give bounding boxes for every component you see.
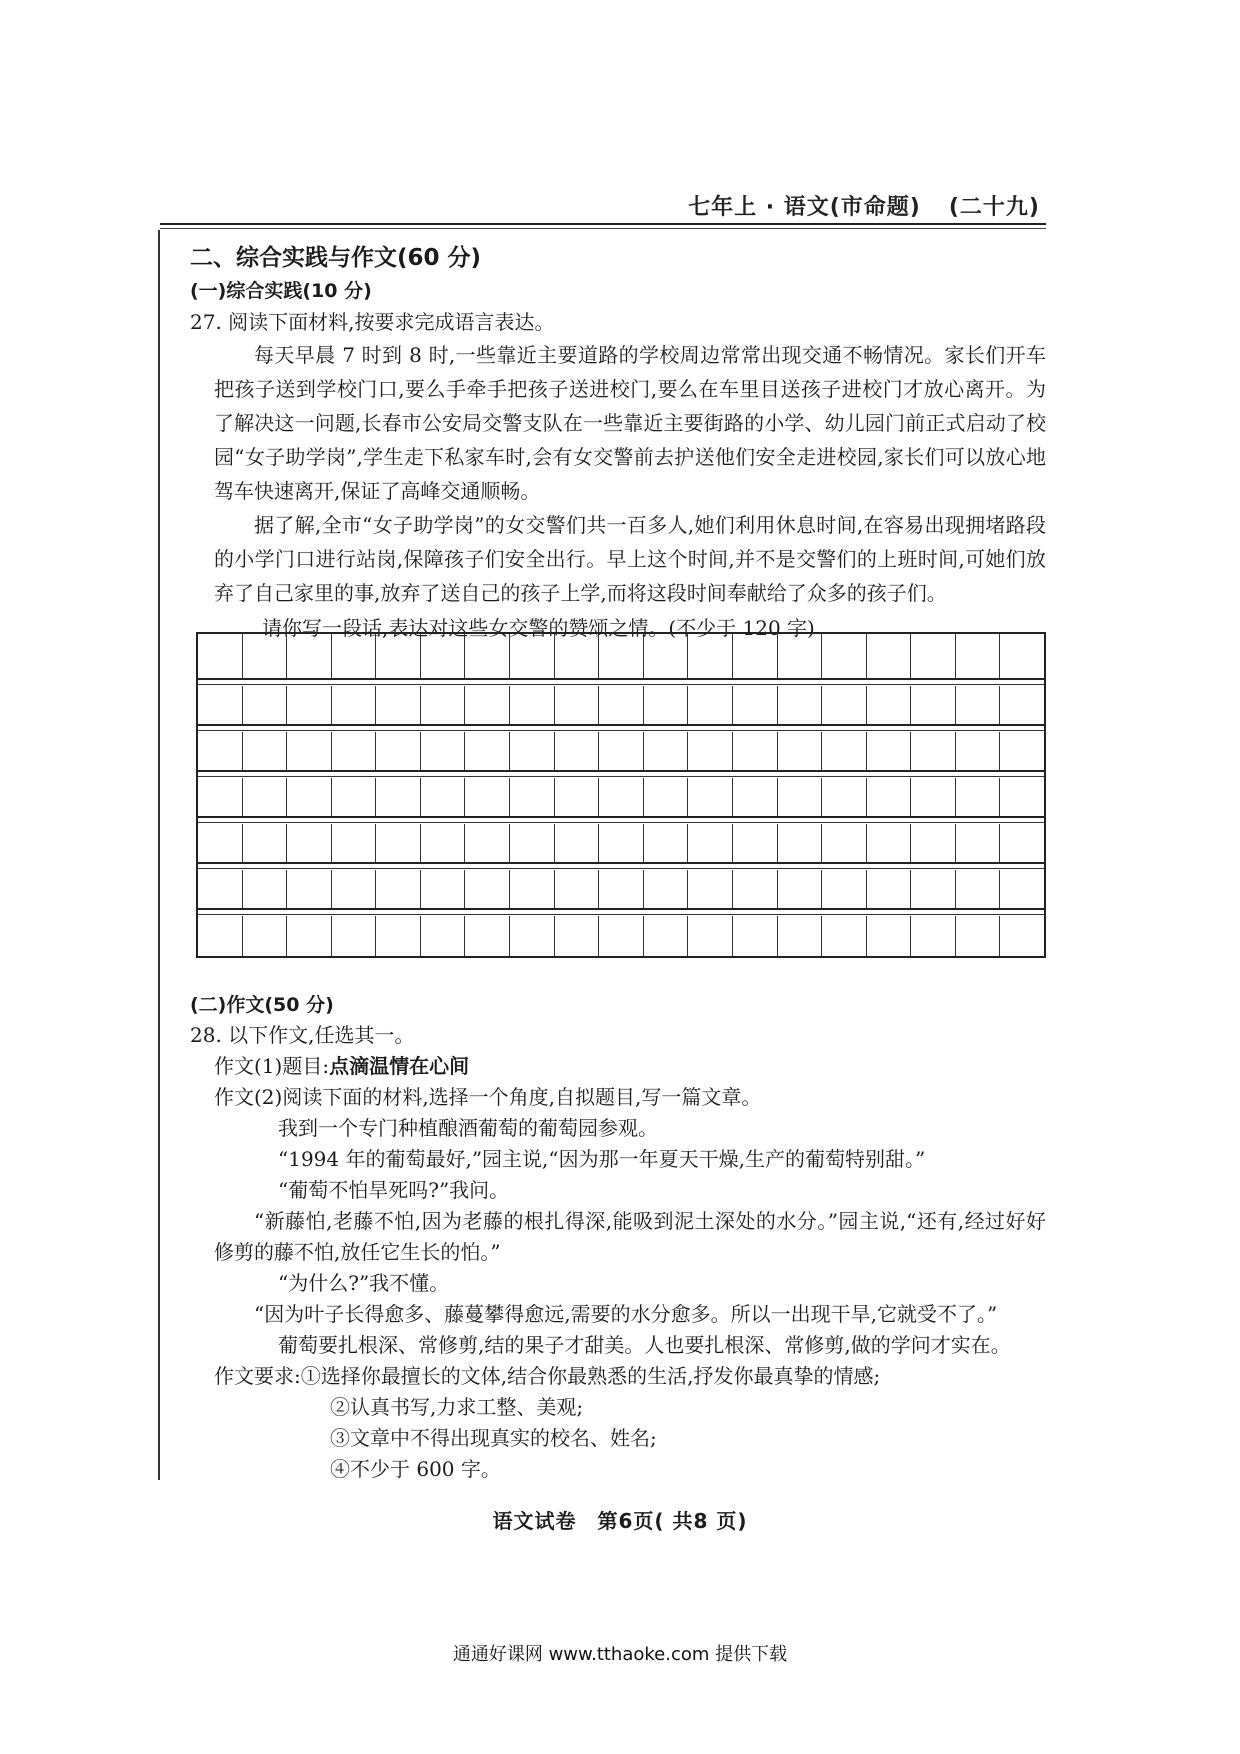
page-header (688, 190, 1040, 221)
grid-cell[interactable] (778, 778, 823, 816)
grid-cell[interactable] (332, 732, 377, 770)
grid-cell[interactable] (198, 778, 243, 816)
grid-cell[interactable] (465, 870, 510, 908)
grid-cell[interactable] (822, 732, 867, 770)
grid-cell[interactable] (956, 686, 1001, 724)
grid-cell[interactable] (911, 870, 956, 908)
grid-cell[interactable] (688, 778, 733, 816)
grid-cell[interactable] (867, 732, 912, 770)
requirements-label: 作文要求: (214, 1364, 301, 1388)
grid-cell[interactable] (688, 870, 733, 908)
grid-cell[interactable] (421, 778, 466, 816)
grid-cell[interactable] (287, 824, 332, 862)
grid-cell[interactable] (911, 634, 956, 678)
grid-cell[interactable] (867, 824, 912, 862)
grid-cell[interactable] (287, 686, 332, 724)
grid-cell[interactable] (332, 686, 377, 724)
grid-cell[interactable] (510, 870, 555, 908)
grid-cell[interactable] (510, 824, 555, 862)
grid-row (198, 910, 1044, 956)
grid-cell[interactable] (555, 686, 600, 724)
grid-cell[interactable] (376, 634, 421, 678)
grid-cell[interactable] (867, 634, 912, 678)
grid-cell[interactable] (688, 634, 733, 678)
story-line: 葡萄要扎根深、常修剪,结的果子才甜美。人也要扎根深、常修剪,做的学问才实在。 (278, 1333, 1011, 1357)
grid-cell[interactable] (1000, 634, 1044, 678)
grid-cell[interactable] (421, 732, 466, 770)
grid-cell[interactable] (510, 634, 555, 678)
option-1-title: 点滴温情在心间 (329, 1054, 470, 1078)
grid-cell[interactable] (376, 824, 421, 862)
grid-cell[interactable] (421, 916, 466, 956)
part2-heading: (二)作文(50 分) (190, 994, 334, 1016)
grid-cell[interactable] (376, 870, 421, 908)
grid-cell[interactable] (287, 916, 332, 956)
grid-cell[interactable] (956, 870, 1001, 908)
grid-cell[interactable] (332, 824, 377, 862)
option-1-prefix: 作文(1)题目: (214, 1054, 330, 1078)
grid-cell[interactable] (688, 916, 733, 956)
grid-cell[interactable] (778, 870, 823, 908)
grid-cell[interactable] (376, 732, 421, 770)
grid-cell[interactable] (465, 634, 510, 678)
grid-cell[interactable] (778, 824, 823, 862)
requirement-item: ③文章中不得出现真实的校名、姓名; (330, 1426, 657, 1450)
download-watermark: 通通好课网 www.tthaoke.com 提供下载 (452, 1644, 788, 1665)
answer-grid[interactable] (196, 632, 1046, 958)
page-footer: 语文试卷 第6页( 共8 页) (492, 1509, 748, 1533)
grid-cell[interactable] (465, 824, 510, 862)
grid-cell[interactable] (599, 732, 644, 770)
grid-cell[interactable] (198, 732, 243, 770)
grid-cell[interactable] (599, 686, 644, 724)
grid-cell[interactable] (198, 870, 243, 908)
grid-cell[interactable] (198, 916, 243, 956)
grid-cell[interactable] (733, 778, 778, 816)
grid-cell[interactable] (733, 686, 778, 724)
composition-section (190, 990, 1046, 1485)
grid-cell[interactable] (867, 686, 912, 724)
grid-cell[interactable] (778, 916, 823, 956)
grid-cell[interactable] (644, 916, 689, 956)
grid-cell[interactable] (465, 916, 510, 956)
grid-cell[interactable] (733, 732, 778, 770)
grid-cell[interactable] (243, 916, 288, 956)
story-line: “因为叶子长得愈多、藤蔓攀得愈远,需要的水分愈多。所以一出现干旱,它就受不了。” (254, 1302, 998, 1326)
requirement-item: ①选择你最擅长的文体,结合你最熟悉的生活,抒发你最真挚的情感; (300, 1364, 881, 1388)
header-rule (160, 223, 1046, 225)
grid-cell[interactable] (778, 634, 823, 678)
header-title: 七年上 · 语文(市命题) (688, 195, 921, 220)
left-margin-rule (158, 230, 160, 1480)
section-heading: 二、综合实践与作文(60 分) (190, 245, 482, 271)
grid-cell[interactable] (822, 916, 867, 956)
material-paragraph-2: 据了解,全市“女子助学岗”的女交警们共一百多人,她们利用休息时间,在容易出现拥堵路段的小学门口进行站岗,保障孩子们安全出行。早上这个时间,并不是交警们的上班时间,可她们放弃了自己家里的事,放弃了送自己的孩子上学,而将这段时间奉献给了众多的孩子们。 (214, 513, 1046, 605)
grid-cell[interactable] (733, 634, 778, 678)
grid-cell[interactable] (688, 732, 733, 770)
grid-cell[interactable] (198, 686, 243, 724)
story-line: 我到一个专门种植酿酒葡萄的葡萄园参观。 (278, 1116, 658, 1140)
grid-cell[interactable] (287, 634, 332, 678)
grid-cell[interactable] (778, 732, 823, 770)
grid-cell[interactable] (421, 824, 466, 862)
requirement-item: ②认真书写,力求工整、美观; (330, 1395, 584, 1419)
grid-cell[interactable] (510, 732, 555, 770)
grid-cell[interactable] (510, 778, 555, 816)
grid-cell[interactable] (644, 870, 689, 908)
grid-cell[interactable] (465, 778, 510, 816)
header-rule-thin (160, 228, 1046, 229)
grid-cell[interactable] (867, 916, 912, 956)
grid-cell[interactable] (510, 916, 555, 956)
question-28: 28. 以下作文,任选其一。 (190, 1023, 415, 1047)
grid-cell[interactable] (1000, 732, 1044, 770)
grid-cell[interactable] (911, 824, 956, 862)
grid-cell[interactable] (599, 916, 644, 956)
grid-cell[interactable] (198, 824, 243, 862)
story-line: “为什么?”我不懂。 (278, 1271, 450, 1295)
grid-cell[interactable] (243, 778, 288, 816)
grid-cell[interactable] (956, 824, 1001, 862)
grid-cell[interactable] (733, 870, 778, 908)
grid-cell[interactable] (465, 732, 510, 770)
grid-cell[interactable] (243, 634, 288, 678)
grid-cell[interactable] (1000, 916, 1044, 956)
grid-cell[interactable] (644, 732, 689, 770)
grid-cell[interactable] (376, 686, 421, 724)
practice-section (190, 240, 1046, 644)
grid-cell[interactable] (1000, 686, 1044, 724)
grid-cell[interactable] (822, 870, 867, 908)
grid-cell[interactable] (421, 634, 466, 678)
grid-cell[interactable] (867, 870, 912, 908)
grid-cell[interactable] (555, 824, 600, 862)
option-2: 作文(2)阅读下面的材料,选择一个角度,自拟题目,写一篇文章。 (214, 1085, 762, 1109)
grid-cell[interactable] (599, 778, 644, 816)
story-line: “1994 年的葡萄最好,”园主说,“因为那一年夏天干燥,生产的葡萄特别甜。” (278, 1147, 926, 1171)
grid-cell[interactable] (956, 778, 1001, 816)
grid-cell[interactable] (688, 686, 733, 724)
grid-cell[interactable] (644, 686, 689, 724)
grid-cell[interactable] (778, 686, 823, 724)
grid-cell[interactable] (332, 778, 377, 816)
grid-cell[interactable] (243, 870, 288, 908)
grid-cell[interactable] (555, 870, 600, 908)
grid-cell[interactable] (421, 870, 466, 908)
grid-cell[interactable] (644, 778, 689, 816)
grid-cell[interactable] (599, 870, 644, 908)
grid-cell[interactable] (332, 870, 377, 908)
grid-cell[interactable] (287, 732, 332, 770)
grid-cell[interactable] (332, 634, 377, 678)
grid-cell[interactable] (332, 916, 377, 956)
writing-prompt: 请你写一段话,表达对这些女交警的赞颂之情。(不少于 120 字) (262, 616, 815, 640)
question-27: 27. 阅读下面材料,按要求完成语言表达。 (190, 310, 555, 334)
grid-row (198, 634, 1044, 680)
grid-cell[interactable] (956, 634, 1001, 678)
grid-cell[interactable] (911, 686, 956, 724)
grid-cell[interactable] (376, 778, 421, 816)
grid-cell[interactable] (1000, 870, 1044, 908)
header-number: (二十九) (948, 195, 1040, 220)
requirement-1-row (214, 1361, 1046, 1392)
grid-cell[interactable] (733, 824, 778, 862)
grid-row (198, 772, 1044, 818)
part1-heading: (一)综合实践(10 分) (190, 280, 372, 302)
grid-cell[interactable] (376, 916, 421, 956)
grid-cell[interactable] (287, 778, 332, 816)
grid-cell[interactable] (198, 634, 243, 678)
story-line: “葡萄不怕旱死吗?”我问。 (278, 1178, 510, 1202)
grid-cell[interactable] (822, 686, 867, 724)
grid-cell[interactable] (911, 916, 956, 956)
grid-cell[interactable] (599, 634, 644, 678)
grid-cell[interactable] (555, 916, 600, 956)
grid-cell[interactable] (956, 732, 1001, 770)
grid-cell[interactable] (510, 686, 555, 724)
grid-cell[interactable] (644, 824, 689, 862)
grid-row (198, 726, 1044, 772)
grid-cell[interactable] (243, 732, 288, 770)
grid-cell[interactable] (421, 686, 466, 724)
grid-cell[interactable] (555, 778, 600, 816)
grid-cell[interactable] (644, 634, 689, 678)
grid-cell[interactable] (822, 824, 867, 862)
grid-cell[interactable] (243, 824, 288, 862)
grid-cell[interactable] (956, 916, 1001, 956)
option-1 (214, 1051, 1046, 1082)
grid-row (198, 864, 1044, 910)
grid-row (198, 680, 1044, 726)
grid-cell[interactable] (243, 686, 288, 724)
grid-row (198, 818, 1044, 864)
grid-cell[interactable] (822, 778, 867, 816)
grid-cell[interactable] (1000, 824, 1044, 862)
material-paragraph-1: 每天早晨 7 时到 8 时,一些靠近主要道路的学校周边常常出现交通不畅情况。家长们开车把孩子送到学校门口,要么手牵手把孩子送进校门,要么在车里目送孩子进校门才放心离开。为了解决这一问题,长春市公安局交警支队在一些靠近主要街路的小学、幼儿园门前正式启动了校园“女子助学岗”,学生走下私家车时,会有女交警前去护送他们安全走进校园,家长们可以放心地驾车快速离开,保证了高峰交通顺畅。 (214, 343, 1046, 503)
grid-cell[interactable] (465, 686, 510, 724)
grid-cell[interactable] (287, 870, 332, 908)
grid-cell[interactable] (733, 916, 778, 956)
grid-cell[interactable] (555, 732, 600, 770)
grid-cell[interactable] (688, 824, 733, 862)
grid-cell[interactable] (1000, 778, 1044, 816)
grid-cell[interactable] (867, 778, 912, 816)
grid-cell[interactable] (555, 634, 600, 678)
requirement-item: ④不少于 600 字。 (330, 1457, 501, 1481)
grid-cell[interactable] (911, 778, 956, 816)
grid-cell[interactable] (599, 824, 644, 862)
grid-cell[interactable] (911, 732, 956, 770)
story-line: “新藤怕,老藤不怕,因为老藤的根扎得深,能吸到泥土深处的水分。”园主说,“还有,经过好好修剪的藤不怕,放任它生长的怕。” (214, 1209, 1046, 1264)
grid-cell[interactable] (822, 634, 867, 678)
